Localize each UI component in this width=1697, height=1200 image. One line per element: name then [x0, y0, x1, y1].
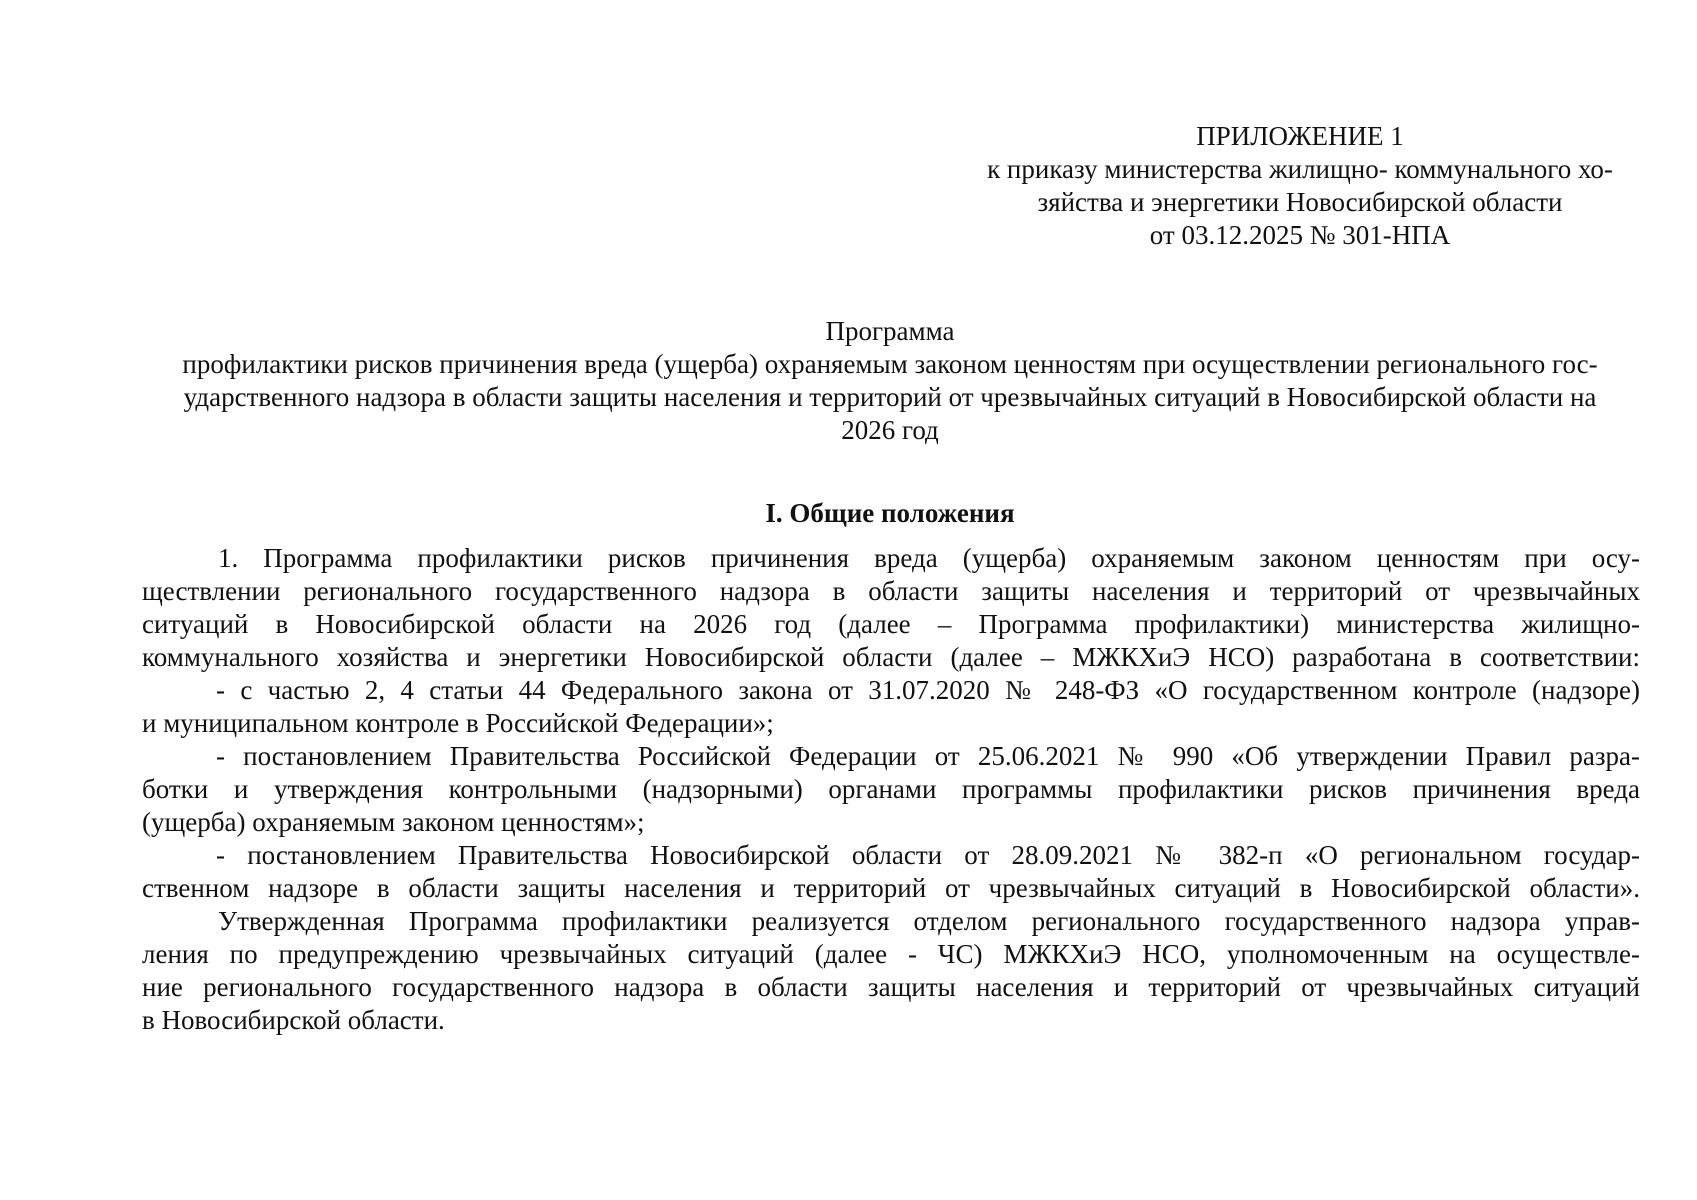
section-heading: I. Общие положения	[765, 498, 1015, 528]
text-line: - постановлением Правительства Новосибирской области от 28.09.2021 № 382-п «О региональном государ-	[216, 840, 1640, 870]
paragraph-1	[142, 542, 1640, 674]
paragraph-3	[142, 740, 1640, 839]
paragraph-2	[142, 674, 1640, 740]
appendix-line: от 03.12.2025 № 301-НПА	[1149, 220, 1451, 250]
program-title-line: ударственного надзора в области защиты населения и территорий от чрезвычайных ситуаций в Новосибирской области на	[183, 382, 1597, 412]
program-title-word: Программа	[825, 316, 955, 346]
text-line: - постановлением Правительства Российской Федерации от 25.06.2021 № 990 «Об утверждении Правил разра-	[216, 741, 1640, 771]
text-line: (ущерба) охраняемым законом ценностям»;	[142, 807, 645, 837]
text-line: ботки и утверждения контрольными (надзорными) органами программы профилактики рисков причинения вреда	[142, 774, 1640, 804]
paragraph-4	[142, 839, 1640, 905]
text-line: ления по предупреждению чрезвычайных ситуаций (далее - ЧС) МЖКХиЭ НСО, уполномоченным на осуществле-	[142, 939, 1640, 969]
document-body	[142, 542, 1640, 1037]
appendix-title: ПРИЛОЖЕНИЕ 1	[1196, 121, 1404, 151]
paragraph-5	[142, 905, 1640, 1037]
text-line: в Новосибирской области.	[142, 1005, 445, 1035]
text-line: ние регионального государственного надзора в области защиты населения и территорий от чрезвычайных ситуаций	[142, 972, 1640, 1002]
appendix-line: к приказу министерства жилищно- коммунального хо-	[987, 154, 1613, 184]
program-title-line: профилактики рисков причинения вреда (ущерба) охраняемым законом ценностям при осуществлении регионального гос-	[182, 349, 1598, 379]
appendix-header	[960, 120, 1640, 252]
text-line: - с частью 2, 4 статьи 44 Федерального закона от 31.07.2020 № 248-ФЗ «О государственном контроле (надзоре)	[216, 675, 1640, 705]
text-line: Утвержденная Программа профилактики реализуется отделом регионального государственного надзора управ-	[218, 906, 1640, 936]
text-line: ственном надзоре в области защиты населения и территорий от чрезвычайных ситуаций в Новосибирской области».	[142, 873, 1640, 903]
program-title	[140, 315, 1640, 447]
text-line: коммунального хозяйства и энергетики Новосибирской области (далее – МЖКХиЭ НСО) разработана в соответствии:	[142, 642, 1640, 672]
text-line: ществлении регионального государственного надзора в области защиты населения и территорий от чрезвычайных	[142, 576, 1640, 606]
program-title-line: 2026 год	[841, 415, 939, 445]
text-line: 1. Программа профилактики рисков причинения вреда (ущерба) охраняемым законом ценностям при осу-	[218, 543, 1640, 573]
text-line: ситуаций в Новосибирской области на 2026 год (далее – Программа профилактики) министерства жилищно-	[142, 609, 1640, 639]
text-line: и муниципальном контроле в Российской Федерации»;	[142, 708, 774, 738]
appendix-line: зяйства и энергетики Новосибирской области	[1037, 187, 1563, 217]
